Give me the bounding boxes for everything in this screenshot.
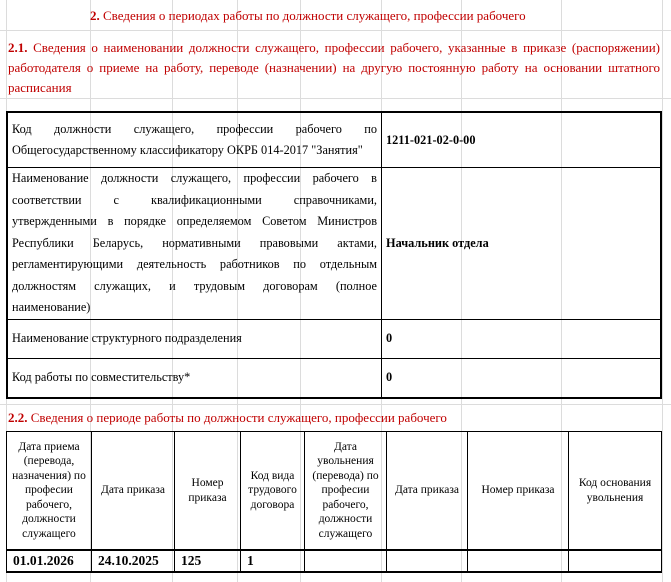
- table-header-row: [7, 432, 662, 551]
- part-time-code-label[interactable]: Код работы по совместительству*: [7, 358, 382, 398]
- section-2-number: 2.: [90, 8, 100, 23]
- department-label[interactable]: Наименование структурного подразделения: [7, 319, 382, 358]
- order-number-value[interactable]: 125: [175, 550, 241, 572]
- position-name-label[interactable]: Наименование должности служащего, профессии рабочего в соответствии с квалификационными справочниками, утвержденными в порядке определяемом Советом Министров Республики Беларусь, нормативными правовыми актами, регламентирующими деятельность работников по отдельным должностям служащих, и трудовым договорам (полное наименование): [7, 168, 382, 320]
- dismissal-order-date-value[interactable]: [387, 550, 468, 572]
- table-row: [7, 112, 661, 168]
- table-row: [7, 358, 661, 398]
- contract-type-code-value[interactable]: 1: [241, 550, 305, 572]
- section-2-1-number: 2.1.: [8, 40, 28, 55]
- header-dismissal-date[interactable]: Дата увольнения (перевода) по професии рабочего, должности служащего: [305, 432, 387, 551]
- section-2-text: Сведения о периодах работы по должности служащего, профессии рабочего: [103, 8, 526, 23]
- header-order-date[interactable]: Дата приказа: [92, 432, 175, 551]
- position-code-value[interactable]: 1211-021-02-0-00: [382, 112, 662, 168]
- header-dismissal-order-date[interactable]: Дата приказа: [387, 432, 468, 551]
- table-row: [7, 319, 661, 358]
- dismissal-order-number-value[interactable]: [468, 550, 569, 572]
- position-name-value[interactable]: Начальник отдела: [382, 168, 662, 320]
- dismissal-date-value[interactable]: [305, 550, 387, 572]
- header-hire-date[interactable]: Дата приема (перевода, назначения) по професии рабочего, должности служащего: [7, 432, 92, 551]
- table-row: [7, 168, 661, 320]
- part-time-code-value[interactable]: 0: [382, 358, 662, 398]
- header-order-number[interactable]: Номер приказа: [175, 432, 241, 551]
- order-date-value[interactable]: 24.10.2025: [92, 550, 175, 572]
- position-code-label[interactable]: Код должности служащего, профессии рабочего по Общегосударственному классификатору ОКРБ 014-2017 "Занятия": [7, 112, 382, 168]
- position-table: [6, 111, 662, 399]
- period-table: [6, 431, 662, 573]
- section-2-1-text: Сведения о наименовании должности служащего, профессии рабочего, указанные в приказе (распоряжении) работодателя о приеме на работу, переводе (назначении) на другую постоянную работу на основании штатного расписания: [8, 40, 660, 95]
- section-2-2-number: 2.2.: [8, 410, 28, 425]
- department-value[interactable]: 0: [382, 319, 662, 358]
- header-dismissal-reason-code[interactable]: Код основания увольнения: [569, 432, 662, 551]
- section-2-2-title: [8, 410, 447, 426]
- header-contract-type-code[interactable]: Код вида трудового договора: [241, 432, 305, 551]
- header-dismissal-order-number[interactable]: Номер приказа: [468, 432, 569, 551]
- table-row: [7, 550, 662, 572]
- section-2-title: [90, 8, 526, 24]
- hire-date-value[interactable]: 01.01.2026: [7, 550, 92, 572]
- section-2-2-text: Сведения о периоде работы по должности служащего, профессии рабочего: [30, 410, 447, 425]
- dismissal-reason-code-value[interactable]: [569, 550, 662, 572]
- section-2-1-paragraph: [8, 38, 660, 98]
